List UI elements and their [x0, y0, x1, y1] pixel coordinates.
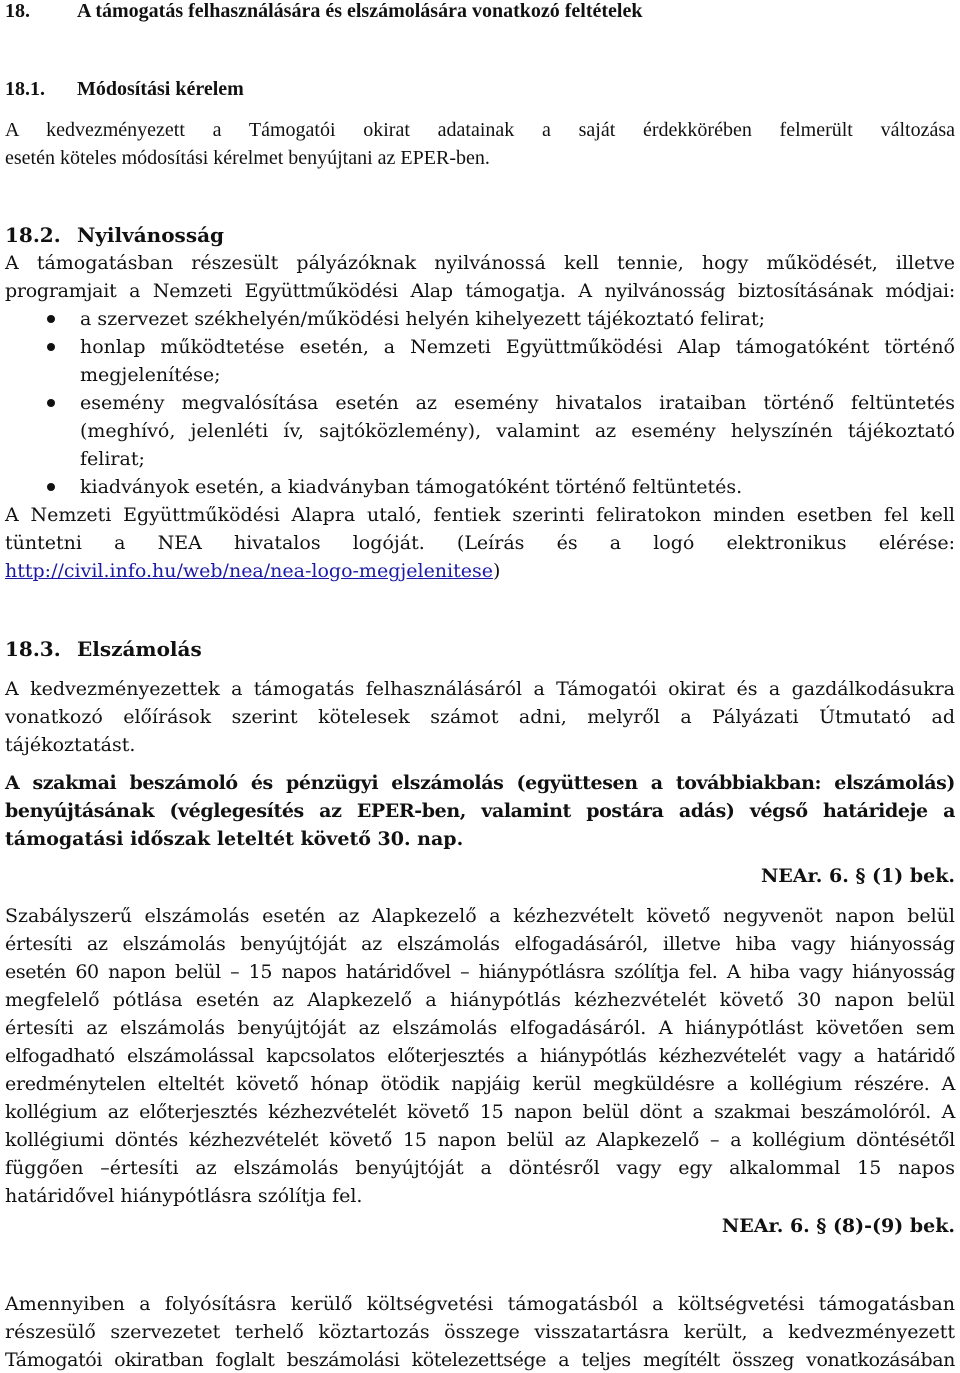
section-18-number: 18. [5, 0, 30, 22]
section-18-1-heading [5, 76, 955, 102]
s183-para2-line-8: kollégium az előterjesztés kézhezvételét követő 15 napon belül dönt a szakmai beszámolóról. A [5, 1101, 955, 1123]
s183-para2-line-7: eredménytelen elteltét követő hónap ötödik napjáig kerül megküldésre a kollégium részére. A [5, 1073, 955, 1095]
s183-intro-line-1: A kedvezményezettek a támogatás felhasználásáról a Támogatói okirat és a gazdálkodásukra [5, 678, 955, 700]
section-18-title: A támogatás felhasználására és elszámolására vonatkozó feltételek [77, 0, 643, 22]
section-18-3-heading [5, 636, 955, 662]
s183-para3-line-1: Amennyiben a folyósításra kerülő költségvetési támogatásból a költségvetési támogatásban [5, 1293, 955, 1315]
s183-para2-line-1: Szabályszerű elszámolás esetén az Alapkezelő a kézhezvételt követő negyvenöt napon belül [5, 905, 955, 927]
section-18-1-title: Módosítási kérelem [77, 78, 244, 100]
s183-para3-line-3: Támogatói okiratban foglalt beszámolási kötelezettsége a teljes megítélt összeg vonatkozásában [5, 1349, 955, 1371]
s182-bullet-1: a szervezet székhelyén/működési helyén kihelyezett tájékoztató felirat; [80, 308, 766, 330]
bullet-icon [47, 399, 55, 407]
s181-line-2: esetén köteles módosítási kérelmet benyújtani az EPER-ben. [5, 147, 490, 169]
section-18-1-number: 18.1. [5, 78, 45, 100]
bullet-icon [47, 343, 55, 351]
s182-line-1: A támogatásban részesült pályázóknak nyilvánossá kell tennie, hogy működését, illetve [5, 252, 955, 274]
s183-bold-line-1: A szakmai beszámoló és pénzügyi elszámolás (együttesen a továbbiakban: elszámolás) [5, 772, 955, 794]
s182-after-line-2: tüntetni a NEA hivatalos logóját. (Leírás és a logó elektronikus elérése: [5, 532, 955, 554]
s182-after-line-1: A Nemzeti Együttműködési Alapra utaló, fentiek szerinti feliratokon minden esetben fel kell [5, 504, 955, 526]
s183-intro-line-2: vonatkozó előírások szerint kötelesek számot adni, melyről a Pályázati Útmutató ad [5, 706, 955, 728]
s183-para3-line-2: részesülő szervezetet terhelő köztartozás összege visszatartásra került, a kedvezményezett [5, 1321, 955, 1343]
s182-bullet-2-line-1: honlap működtetése esetén, a Nemzeti Együttműködési Alap támogatóként történő [80, 336, 955, 358]
s182-link-line [5, 558, 955, 584]
link-suffix: ) [493, 560, 501, 582]
section-18-3-number: 18.3. [5, 637, 61, 661]
s182-bullet-4: kiadványok esetén, a kiadványban támogatóként történő feltüntetés. [80, 476, 743, 498]
nea-logo-link[interactable]: http://civil.info.hu/web/nea/nea-logo-megjelenitese [5, 560, 493, 582]
section-18-3-title: Elszámolás [77, 637, 202, 661]
s183-bold-line-3: támogatási időszak leteltét követő 30. nap. [5, 828, 464, 850]
s183-para2-line-2: értesíti az elszámolás benyújtóját az elszámolás elfogadásáról, illetve hiba vagy hiányosság [5, 933, 955, 955]
bullet-icon [47, 315, 55, 323]
s183-intro-line-3: tájékoztatást. [5, 734, 136, 756]
s183-para2-line-9: kollégiumi döntés kézhezvételét követő 15 napon belül az Alapkezelő – a kollégium döntésétől [5, 1129, 955, 1151]
legal-reference-2: NEAr. 6. § (8)-(9) bek. [721, 1215, 955, 1237]
s182-line-2: programjait a Nemzeti Együttműködési Alap támogatja. A nyilvánosság biztosításának módjai: [5, 280, 955, 302]
section-18-2-number: 18.2. [5, 223, 61, 247]
s183-bold-line-2: benyújtásának (véglegesítés az EPER-ben, valamint postára adás) végső határideje a [5, 800, 955, 822]
s183-para2-line-3: esetén 60 napon belül – 15 napos határidővel – hiánypótlásra szólítja fel. A hiba vagy hiányosság [5, 961, 955, 983]
section-18-2-heading [5, 222, 955, 248]
section-18-2-title: Nyilvánosság [77, 223, 225, 247]
s182-bullet-3-line-3: felirat; [80, 448, 145, 470]
s183-para2-line-11: határidővel hiánypótlásra szólítja fel. [5, 1185, 363, 1207]
s181-line-1: A kedvezményezett a Támogatói okirat adatainak a saját érdekkörében felmerült változása [5, 119, 955, 141]
s182-bullet-3-line-2: (meghívó, jelenléti ív, sajtóközlemény), valamint az esemény helyszínén tájékoztató [80, 420, 955, 442]
s183-para2-line-4: megfelelő pótlása esetén az Alapkezelő a hiánypótlás kézhezvételét követő 30 napon belül [5, 989, 955, 1011]
section-18-heading [5, 0, 955, 24]
s183-para2-line-6: elfogadható elszámolással kapcsolatos előterjesztés a hiánypótlás kézhezvételét vagy a határidő [5, 1045, 955, 1067]
s182-bullet-3-line-1: esemény megvalósítása esetén az esemény hivatalos irataiban történő feltüntetés [80, 392, 955, 414]
s183-para2-line-10: függően –értesíti az elszámolás benyújtóját a döntésről vagy egy alkalommal 15 napos [5, 1157, 955, 1179]
s182-bullet-2-line-2: megjelenítése; [80, 364, 221, 386]
legal-reference-1: NEAr. 6. § (1) bek. [760, 865, 955, 887]
s183-para2-line-5: értesíti az elszámolás benyújtóját az elszámolás elfogadásáról. A hiánypótlást követően sem [5, 1017, 955, 1039]
bullet-icon [47, 483, 55, 491]
